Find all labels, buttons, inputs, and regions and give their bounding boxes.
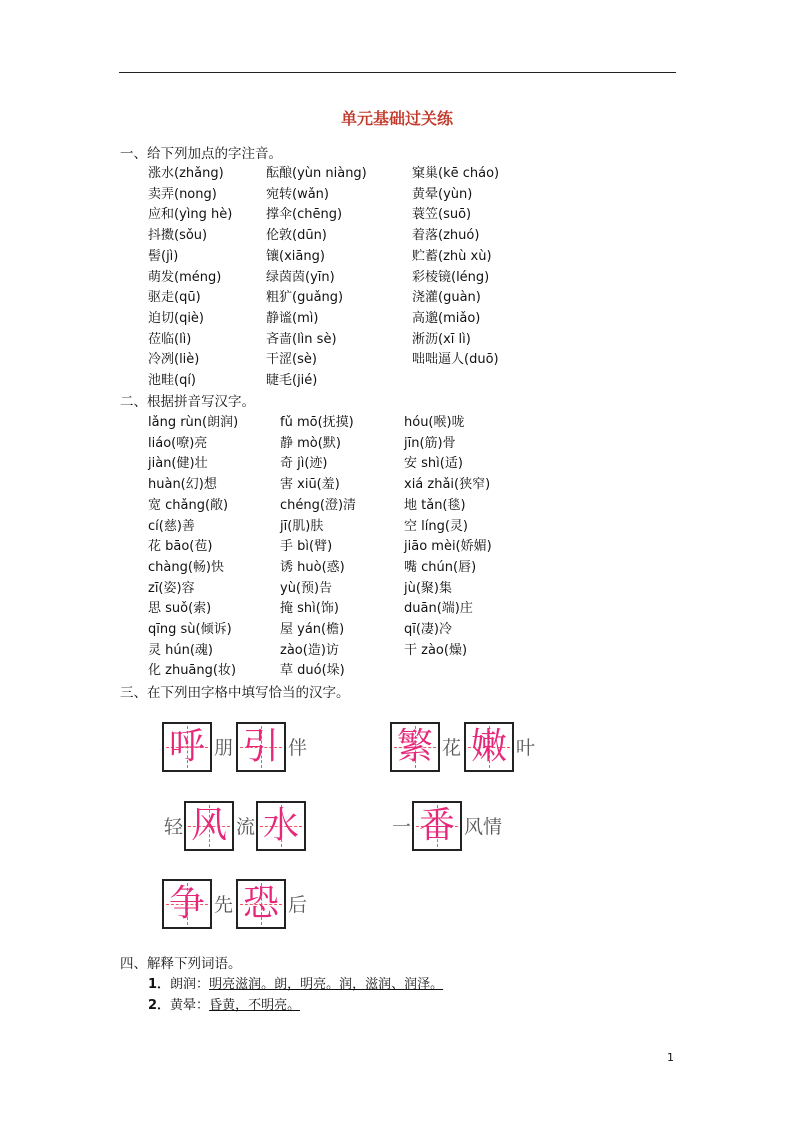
grid-word: 先 bbox=[214, 894, 234, 916]
section2-entry: qī(凄)冷 bbox=[404, 622, 453, 637]
grid-word: 朋 bbox=[214, 737, 234, 759]
grid-char: 引 bbox=[242, 726, 279, 767]
grid-char: 呼 bbox=[168, 726, 205, 767]
grid-cell bbox=[256, 801, 306, 851]
section2-entry: 静 mò(默) bbox=[280, 435, 341, 451]
section2-entry: 诱 huò(惑) bbox=[280, 559, 345, 575]
grid-word: 轻 bbox=[164, 816, 184, 838]
definition-item: 1．朗润：明亮滋润。朗，明亮。润，滋润、润泽。 bbox=[148, 977, 444, 992]
section1-heading: 一、给下列加点的字注音。 bbox=[120, 146, 282, 162]
grid-char: 争 bbox=[168, 883, 205, 924]
section2-entry: 宽 chǎng(敞) bbox=[148, 497, 229, 513]
section2-entry: huàn(幻)想 bbox=[148, 477, 217, 493]
section2-entry: liáo(嘹)亮 bbox=[148, 435, 208, 451]
section2-entry: chéng(澄)清 bbox=[280, 497, 357, 513]
section1-entry: 粗犷(guǎng) bbox=[266, 290, 344, 306]
section1-entry: 冷冽(liè) bbox=[148, 352, 200, 368]
section1-entry: 撑伞(chēng) bbox=[266, 207, 343, 223]
section1-entry: 髻(jì) bbox=[148, 248, 179, 264]
grid-cell bbox=[162, 879, 212, 929]
section2-entry: 安 shì(适) bbox=[404, 456, 463, 472]
section2-entry: jīn(筋)骨 bbox=[404, 435, 456, 451]
section1-entry: 抖擞(sǒu) bbox=[148, 228, 208, 244]
section2-entry: 奇 jì(迹) bbox=[280, 456, 328, 472]
section1-entry: 着落(zhuó) bbox=[412, 228, 480, 244]
section2-entry: zào(造)访 bbox=[280, 642, 339, 658]
section1-entry: 宛转(wǎn) bbox=[266, 186, 329, 202]
section2-entry: cí(慈)善 bbox=[148, 518, 195, 534]
section2-heading: 二、根据拼音写汉字。 bbox=[120, 394, 255, 410]
section1-entry: 迫切(qiè) bbox=[148, 310, 205, 326]
section2-entry: chàng(畅)快 bbox=[148, 559, 224, 575]
grid-char: 繁 bbox=[396, 726, 433, 767]
section2-entry: 干 zào(燥) bbox=[404, 642, 468, 658]
section1-entry: 蓑笠(suō) bbox=[412, 207, 472, 223]
section1-entry: 应和(yìng hè) bbox=[148, 207, 233, 223]
grid-cell bbox=[236, 722, 286, 772]
grid-word: 花 bbox=[442, 737, 462, 759]
section1-entry: 窠巢(kē cháo) bbox=[412, 166, 500, 181]
section1-entry: 绿茵茵(yīn) bbox=[266, 269, 335, 285]
section1-entry: 黄晕(yùn) bbox=[412, 186, 473, 202]
section1-entry: 淅沥(xī lì) bbox=[412, 331, 471, 347]
section2-entry: 思 suǒ(索) bbox=[148, 601, 212, 617]
section2-entry: 掩 shì(饰) bbox=[280, 601, 339, 617]
section1-entry: 驱走(qū) bbox=[148, 290, 201, 306]
grid-char: 嫩 bbox=[470, 726, 507, 767]
grid-word: 流 bbox=[236, 816, 256, 838]
section2-entry: xiá zhǎi(狭窄) bbox=[404, 477, 491, 493]
grid-cell bbox=[464, 722, 514, 772]
section1-entry: 萌发(méng) bbox=[148, 269, 222, 285]
grid-word: 风情 bbox=[464, 816, 503, 838]
page-number: 1 bbox=[667, 1051, 674, 1064]
section1-entry: 干涩(sè) bbox=[266, 352, 317, 368]
section2-entry: zī(姿)容 bbox=[148, 580, 195, 596]
section1-entry: 酝酿(yùn niàng) bbox=[266, 166, 367, 181]
section2-entry: 嘴 chún(唇) bbox=[404, 559, 477, 575]
section2-entry: jiāo mèi(娇媚) bbox=[404, 539, 492, 555]
section1-entry: 浇灌(guàn) bbox=[412, 290, 481, 306]
section2-entry: 化 zhuāng(妆) bbox=[148, 663, 237, 679]
section2-entry: 屋 yán(檐) bbox=[280, 622, 345, 637]
section1-entry: 莅临(lì) bbox=[148, 331, 192, 347]
section1-entry: 彩棱镜(léng) bbox=[412, 269, 490, 285]
section2-entry: 空 líng(灵) bbox=[404, 518, 468, 534]
grid-cell bbox=[236, 879, 286, 929]
grid-cell bbox=[162, 722, 212, 772]
grid-word: 叶 bbox=[516, 737, 536, 759]
section2-entry: fǔ mō(抚摸) bbox=[280, 415, 354, 430]
grid-word: 后 bbox=[288, 894, 308, 916]
section2-entry: jiàn(健)壮 bbox=[148, 456, 208, 472]
section2-entry: qīng sù(倾诉) bbox=[148, 622, 232, 637]
section2-entry: lǎng rùn(朗润) bbox=[148, 415, 239, 430]
section2-entry: 地 tǎn(毯) bbox=[404, 497, 466, 513]
section1-entry: 睫毛(jié) bbox=[266, 373, 318, 388]
section2-entry: jù(聚)集 bbox=[404, 580, 452, 596]
section1-entry: 贮蓄(zhù xù) bbox=[412, 248, 492, 264]
grid-cell bbox=[412, 801, 462, 851]
definition-item: 2．黄晕：昏黄，不明亮。 bbox=[148, 998, 301, 1013]
section2-entry: 花 bāo(苞) bbox=[148, 539, 213, 555]
grid-cell bbox=[390, 722, 440, 772]
section1-entry: 静谧(mì) bbox=[266, 310, 319, 326]
section2-entry: duān(端)庄 bbox=[404, 601, 473, 617]
header-rule bbox=[119, 72, 676, 73]
section1-entry: 镶(xiāng) bbox=[266, 248, 325, 264]
grid-char: 恐 bbox=[242, 883, 279, 924]
section2-entry: 手 bì(臂) bbox=[280, 539, 333, 555]
section1-entry: 高邈(miǎo) bbox=[412, 310, 481, 326]
page-title: 单元基础过关练 bbox=[340, 109, 453, 128]
section2-entry: jī(肌)肤 bbox=[280, 518, 324, 534]
section4-heading: 四、解释下列词语。 bbox=[120, 956, 242, 972]
grid-char: 风 bbox=[190, 805, 227, 846]
section1-entry: 涨水(zhǎng) bbox=[148, 166, 224, 181]
section2-entry: yù(预)告 bbox=[280, 580, 333, 596]
section2-entry: 害 xiū(羞) bbox=[280, 477, 340, 493]
grid-cell bbox=[184, 801, 234, 851]
section1-entry: 伦敦(dūn) bbox=[266, 228, 327, 244]
grid-word: 一 bbox=[392, 816, 412, 838]
grid-char: 番 bbox=[418, 805, 455, 846]
section1-entry: 吝啬(lìn sè) bbox=[266, 331, 337, 347]
section3-heading: 三、在下列田字格中填写恰当的汉字。 bbox=[120, 685, 350, 701]
section1-entry: 卖弄(nong) bbox=[148, 186, 217, 202]
section2-entry: hóu(喉)咙 bbox=[404, 415, 465, 430]
section2-entry: 灵 hún(魂) bbox=[148, 642, 213, 658]
grid-word: 伴 bbox=[288, 737, 308, 759]
grid-char: 水 bbox=[262, 805, 299, 846]
section2-entry: 草 duó(垛) bbox=[280, 663, 345, 679]
section1-entry: 咄咄逼人(duō) bbox=[412, 352, 499, 368]
section1-entry: 池畦(qí) bbox=[148, 373, 197, 388]
